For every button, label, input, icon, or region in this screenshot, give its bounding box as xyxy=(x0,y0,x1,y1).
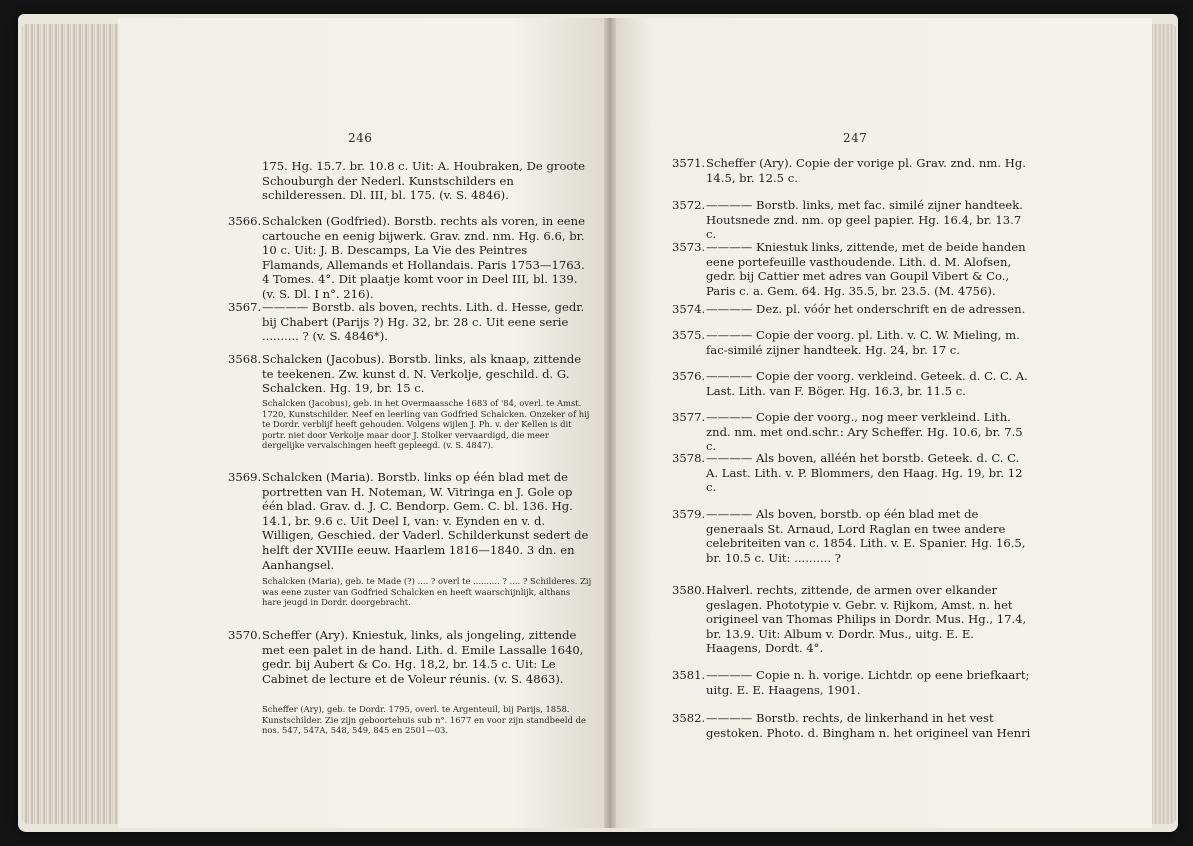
entry-number: 3574. xyxy=(672,302,706,316)
entry xyxy=(672,410,1032,454)
entry-number: 3567. xyxy=(228,300,262,314)
entry-text: ———— Als boven, alléén het borstb. Geteek. d. C. C. A. Last. Lith. v. P. Blommers, den Haag. Hg. 19, br. 12 c. xyxy=(706,451,1023,495)
entry-text: ———— Borstb. als boven, rechts. Lith. d. Hesse, gedr. bij Chabert (Parijs ?) Hg. 32, br. 28 c. Uit eene serie .......... ? (v. S. 4846*). xyxy=(262,300,585,344)
entry xyxy=(228,300,592,344)
entry-number: 3570. xyxy=(228,628,262,642)
book-gutter xyxy=(604,18,616,828)
entry-text: Schalcken (Maria). Borstb. links op één blad met de portretten van H. Noteman, W. Vitringa en J. Gole op één blad. Grav. d. J. C. Bendorp. Gem. C. bl. 136. Hg. 14.1, br. 9.6 c. Uit Deel I, van: v. Eynden en v. d. Willigen, Geschied. der Vaderl. Schilderkunst sedert de helft der XVIIIe eeuw. Haarlem 1816—1840. 3 dn. en Aanhangsel. xyxy=(262,470,589,572)
entry xyxy=(672,302,1032,317)
entry-text: Halverl. rechts, zittende, de armen over elkander geslagen. Phototypie v. Gebr. v. Rijkom, Amst. n. het origineel van Thomas Philips in Dordr. Mus. Hg., 17.4, br. 13.9. Uit: Album v. Dordr. Mus., uitg. E. E. Haagens, Dordt. 4°. xyxy=(706,583,1027,656)
entry xyxy=(672,668,1032,697)
page-edges-right xyxy=(1150,24,1176,824)
entry-text: Schalcken (Jacobus). Borstb. links, als knaap, zittende te teekenen. Zw. kunst d. N. Verkolje, geschild. d. G. Schalcken. Hg. 19, br. 15 c. xyxy=(262,352,582,396)
entry-text: ———— Copie der voorg., nog meer verkleind. Lith. znd. nm. met ond.schr.: Ary Scheffer. Hg. 10.6, br. 7.5 c. xyxy=(706,410,1023,454)
footnote: Schalcken (Maria), geb. te Made (?) .... ? overl te .......... ? .... ? Schilderes. Zij was eene zuster van Godfried Schalcken en heeft waarschijnlijk, althans hare jeugd in Dordr. doorgebracht. xyxy=(262,576,592,608)
entry-number: 3581. xyxy=(672,668,706,682)
entry-text: ———— Kniestuk links, zittende, met de beide handen eene portefeuille vasthoudende. Lith. d. M. Alofsen, gedr. bij Cattier met adres van Goupil Vibert & Co., Paris c. a. Gem. 64. Hg. 35.5, br. 23.5. (M. 4756). xyxy=(706,240,1026,298)
entry xyxy=(672,156,1032,185)
entry-number: 3580. xyxy=(672,583,706,597)
entry-number: 3569. xyxy=(228,470,262,484)
entry-number: 3578. xyxy=(672,451,706,465)
entry xyxy=(228,628,592,686)
entry xyxy=(672,583,1032,656)
entry-text: ———— Borstb. links, met fac. similé zijner handteek. Houtsnede znd. nm. op geel papier. Hg. 16.4, br. 13.7 c. xyxy=(706,198,1023,242)
footnote: Schalcken (Jacobus), geb. in het Overmaassche 1683 of '84, overl. te Amst. 1720, Kunstschilder. Neef en leerling van Godfried Schalcken. Onzeker of hij te Dordr. verblijf heeft gehouden. Volgens wijlen J. Ph. v. der Kellen is dit portr. niet door Verkolje maar door J. Stolker vervaardigd, die meer dergelijke vervalschingen heeft gepleegd. (v. S. 4847). xyxy=(262,398,590,451)
entry xyxy=(672,369,1032,398)
entry-text: ———— Copie n. h. vorige. Lichtdr. op eene briefkaart; uitg. E. E. Haagens, 1901. xyxy=(706,668,1030,697)
entry-number: 3572. xyxy=(672,198,706,212)
entry-text: 175. Hg. 15.7. br. 10.8 c. Uit: A. Houbraken, De groote Schouburgh der Nederl. Kunstschilders en schilderessen. Dl. III, bl. 175. (v. S. 4846). xyxy=(262,159,585,203)
entry xyxy=(672,711,1032,740)
entry xyxy=(672,240,1032,298)
entry xyxy=(262,159,592,203)
entry-number: 3579. xyxy=(672,507,706,521)
entry-number: 3576. xyxy=(672,369,706,383)
entry xyxy=(672,328,1032,357)
entry xyxy=(672,198,1032,242)
entry-number: 3575. xyxy=(672,328,706,342)
page-edges-left xyxy=(22,24,120,824)
entry xyxy=(228,214,592,302)
entry-number: 3577. xyxy=(672,410,706,424)
entry xyxy=(228,352,592,396)
entry-text: Scheffer (Ary). Copie der vorige pl. Grav. znd. nm. Hg. 14.5, br. 12.5 c. xyxy=(706,156,1026,185)
entry-text: ———— Als boven, borstb. op één blad met de generaals St. Arnaud, Lord Raglan en twee andere celebriteiten van c. 1854. Lith. v. E. Spanier. Hg. 16.5, br. 10.5 c. Uit: .......... ? xyxy=(706,507,1026,565)
entry-text: ———— Copie der voorg. pl. Lith. v. C. W. Mieling, m. fac-similé zijner handteek. Hg. 24, br. 17 c. xyxy=(706,328,1020,357)
entry-text: Schalcken (Godfried). Borstb. rechts als voren, in eene cartouche en eenig bijwerk. Grav. znd. nm. Hg. 6.6, br. 10 c. Uit: J. B. Descamps, La Vie des Peintres Flamands, Allemands et Hollandais. Paris 1753—1763. 4 Tomes. 4°. Dit plaatje komt voor in Deel III, bl. 139. (v. S. Dl. I n°. 216). xyxy=(262,214,585,301)
entry xyxy=(228,470,592,572)
entry-number: 3582. xyxy=(672,711,706,725)
entry-text: ———— Borstb. rechts, de linkerhand in het vest gestoken. Photo. d. Bingham n. het origineel van Henri xyxy=(706,711,1031,740)
entry-number: 3566. xyxy=(228,214,262,228)
entry-number: 3568. xyxy=(228,352,262,366)
entry-number: 3571. xyxy=(672,156,706,170)
entry xyxy=(672,507,1032,565)
entry-text: ———— Copie der voorg. verkleind. Geteek. d. C. C. A. Last. Lith. van F. Böger. Hg. 16.3, br. 11.5 c. xyxy=(706,369,1028,398)
right-page-number: 247 xyxy=(843,131,868,145)
entry-number: 3573. xyxy=(672,240,706,254)
entry xyxy=(672,451,1032,495)
entry-text: ———— Dez. pl. vóór het onderschrift en de adressen. xyxy=(706,302,1026,316)
entry-text: Scheffer (Ary). Kniestuk, links, als jongeling, zittende met een palet in de hand. Lith. d. Emile Lassalle 1640, gedr. bij Aubert & Co. Hg. 18,2, br. 14.5 c. Uit: Le Cabinet de lecture et de Voleur réunis. (v. S. 4863). xyxy=(262,628,584,686)
footnote: Scheffer (Ary), geb. te Dordr. 1795, overl. te Argenteuil, bij Parijs, 1858. Kunstschilder. Zie zijn geboortehuis sub n°. 1677 en voor zijn standbeeld de nos. 547, 547A, 548, 549, 845 en 2501—03. xyxy=(262,704,586,736)
left-page-number: 246 xyxy=(348,131,373,145)
